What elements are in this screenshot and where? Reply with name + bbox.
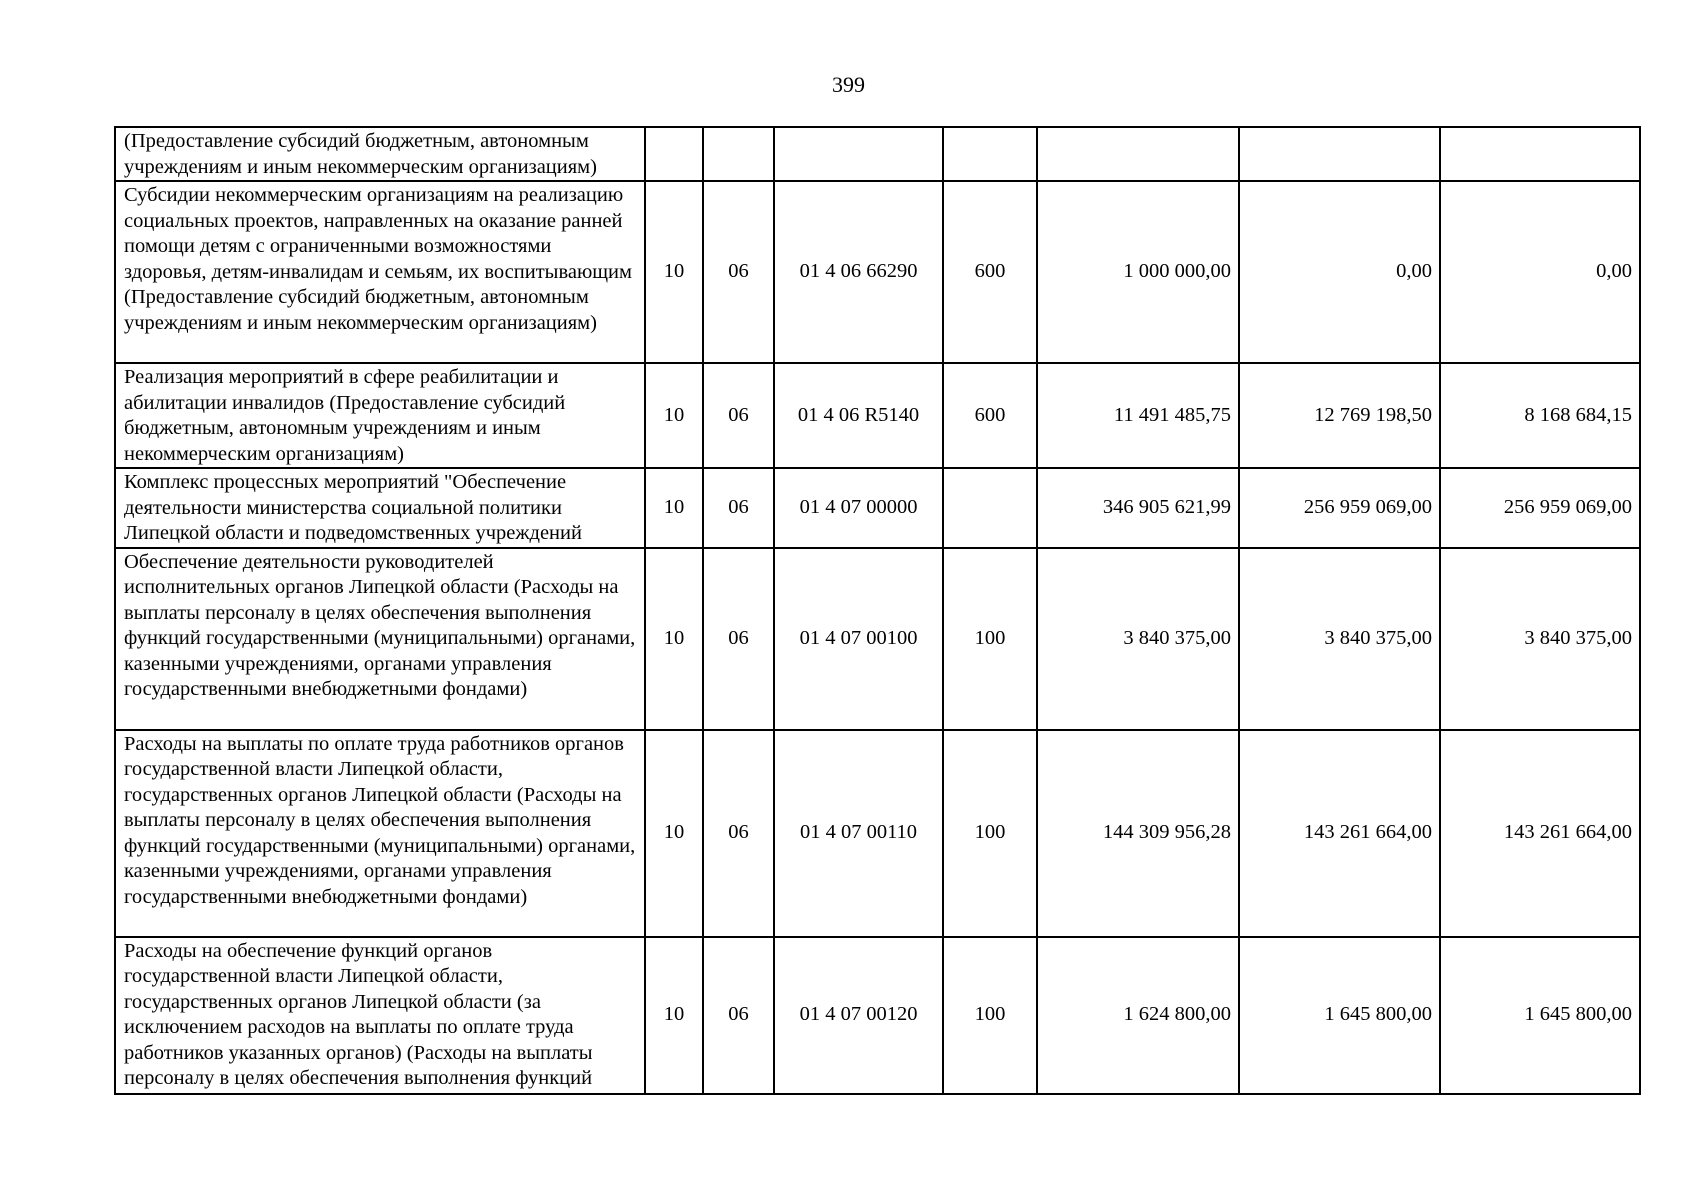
row-name: Обеспечение деятельности руководителей исполнительных органов Липецкой области (Расходы на выплаты персоналу в целях обеспечения выполнения функций государственными (муниципальными) органами, казенными учреждениями, органами управления государственными внебюджетными фондами) <box>115 548 645 730</box>
amount-year-3: 256 959 069,00 <box>1440 468 1640 548</box>
amount-year-2: 1 645 800,00 <box>1239 937 1440 1094</box>
expense-type-code: 100 <box>943 548 1037 730</box>
amount-year-2: 143 261 664,00 <box>1239 730 1440 937</box>
section-code: 10 <box>645 730 703 937</box>
amount-year-1: 144 309 956,28 <box>1037 730 1239 937</box>
subsection-code: 06 <box>703 730 774 937</box>
row-name: Субсидии некоммерческим организациям на реализацию социальных проектов, направленных на оказание ранней помощи детям с ограниченными возможностями здоровья, детям-инвалидам и семьям, их воспитывающим (Предоставление субсидий бюджетным, автономным учреждениям и иным некоммерческим организациям) <box>115 181 645 363</box>
amount-year-1 <box>1037 127 1239 181</box>
subsection-code: 06 <box>703 363 774 468</box>
expense-type-code <box>943 127 1037 181</box>
page-number: 399 <box>832 72 865 97</box>
target-article-code: 01 4 07 00000 <box>774 468 943 548</box>
amount-year-2: 3 840 375,00 <box>1239 548 1440 730</box>
table-row <box>115 468 1640 548</box>
amount-year-1: 11 491 485,75 <box>1037 363 1239 468</box>
subsection-code: 06 <box>703 548 774 730</box>
expense-type-code: 100 <box>943 937 1037 1094</box>
table-row <box>115 937 1640 1094</box>
row-name: Комплекс процессных мероприятий "Обеспечение деятельности министерства социальной политики Липецкой области и подведомственных учреждений <box>115 468 645 548</box>
table-row <box>115 548 1640 730</box>
table-row <box>115 127 1640 181</box>
amount-year-3: 1 645 800,00 <box>1440 937 1640 1094</box>
section-code: 10 <box>645 363 703 468</box>
amount-year-3: 8 168 684,15 <box>1440 363 1640 468</box>
amount-year-1: 346 905 621,99 <box>1037 468 1239 548</box>
amount-year-2 <box>1239 127 1440 181</box>
target-article-code: 01 4 06 R5140 <box>774 363 943 468</box>
amount-year-2: 0,00 <box>1239 181 1440 363</box>
table-row <box>115 181 1640 363</box>
target-article-code: 01 4 07 00100 <box>774 548 943 730</box>
section-code: 10 <box>645 937 703 1094</box>
amount-year-3: 0,00 <box>1440 181 1640 363</box>
expense-type-code <box>943 468 1037 548</box>
amount-year-3 <box>1440 127 1640 181</box>
expense-type-code: 600 <box>943 181 1037 363</box>
amount-year-2: 256 959 069,00 <box>1239 468 1440 548</box>
amount-year-3: 3 840 375,00 <box>1440 548 1640 730</box>
section-code <box>645 127 703 181</box>
amount-year-3: 143 261 664,00 <box>1440 730 1640 937</box>
expense-type-code: 600 <box>943 363 1037 468</box>
target-article-code: 01 4 06 66290 <box>774 181 943 363</box>
subsection-code: 06 <box>703 181 774 363</box>
target-article-code: 01 4 07 00120 <box>774 937 943 1094</box>
section-code: 10 <box>645 548 703 730</box>
table-row <box>115 363 1640 468</box>
amount-year-1: 3 840 375,00 <box>1037 548 1239 730</box>
table-row <box>115 730 1640 937</box>
amount-year-1: 1 000 000,00 <box>1037 181 1239 363</box>
budget-table <box>114 126 1641 1095</box>
target-article-code: 01 4 07 00110 <box>774 730 943 937</box>
row-name: (Предоставление субсидий бюджетным, автономным учреждениям и иным некоммерческим организациям) <box>115 127 645 181</box>
row-name: Реализация мероприятий в сфере реабилитации и абилитации инвалидов (Предоставление субсидий бюджетным, автономным учреждениям и иным некоммерческим организациям) <box>115 363 645 468</box>
subsection-code: 06 <box>703 937 774 1094</box>
row-name: Расходы на выплаты по оплате труда работников органов государственной власти Липецкой области, государственных органов Липецкой области (Расходы на выплаты персоналу в целях обеспечения выполнения функций государственными (муниципальными) органами, казенными учреждениями, органами управления государственными внебюджетными фондами) <box>115 730 645 937</box>
amount-year-2: 12 769 198,50 <box>1239 363 1440 468</box>
section-code: 10 <box>645 181 703 363</box>
expense-type-code: 100 <box>943 730 1037 937</box>
subsection-code: 06 <box>703 468 774 548</box>
subsection-code <box>703 127 774 181</box>
section-code: 10 <box>645 468 703 548</box>
row-name: Расходы на обеспечение функций органов государственной власти Липецкой области, государственных органов Липецкой области (за исключением расходов на выплаты по оплате труда работников указанных органов) (Расходы на выплаты персоналу в целях обеспечения выполнения функций <box>115 937 645 1094</box>
target-article-code <box>774 127 943 181</box>
amount-year-1: 1 624 800,00 <box>1037 937 1239 1094</box>
